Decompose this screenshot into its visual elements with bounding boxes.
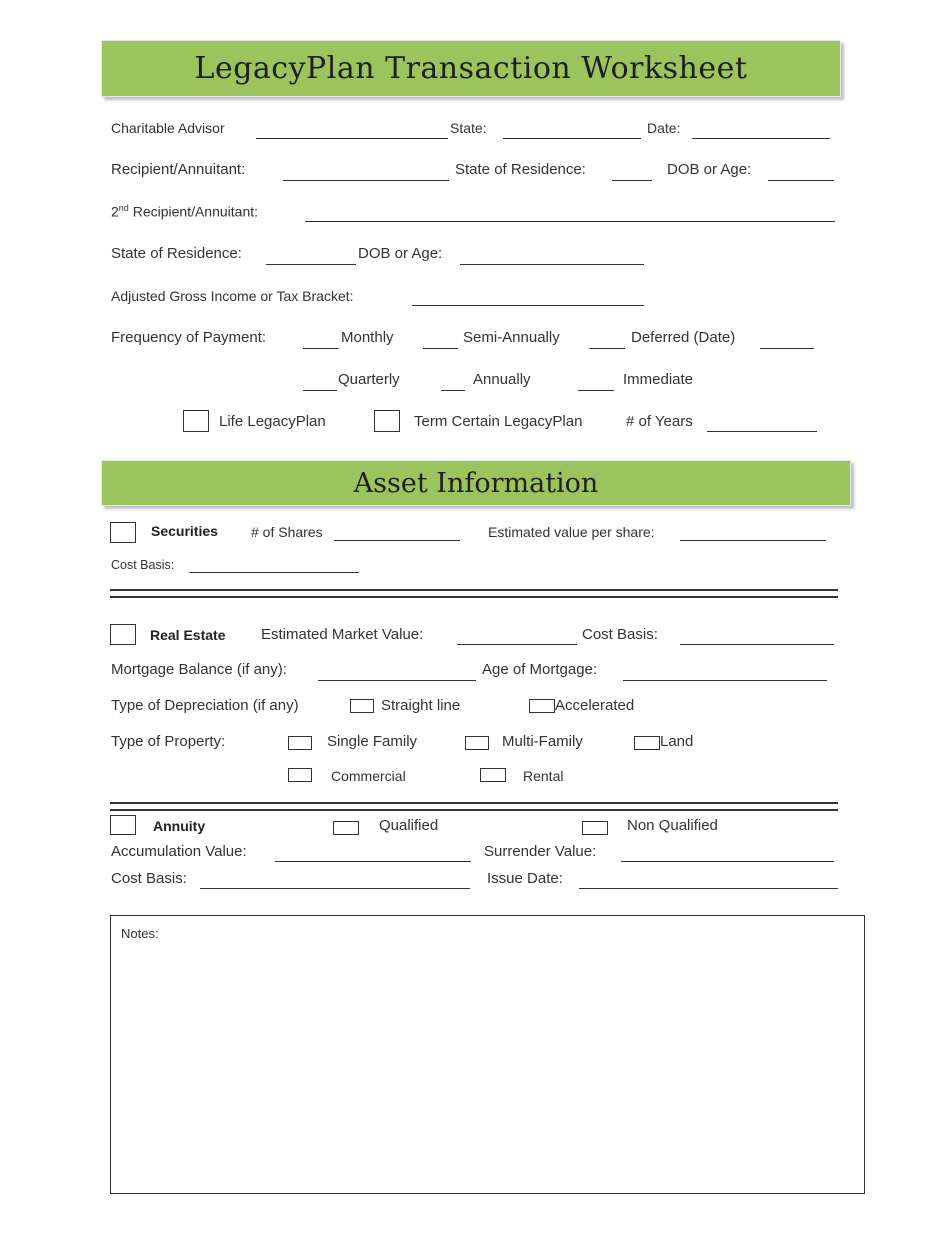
accumulation-value-field[interactable] [275, 861, 471, 862]
deferred-label: Deferred (Date) [631, 329, 736, 346]
depreciation-label: Type of Depreciation (if any) [111, 697, 299, 714]
life-legacyplan-checkbox[interactable] [183, 410, 209, 432]
shares-field[interactable] [334, 540, 460, 541]
est-value-field[interactable] [680, 540, 826, 541]
securities-cost-basis-field[interactable] [189, 572, 359, 573]
annuity-checkbox[interactable] [110, 815, 136, 835]
monthly-blank[interactable] [303, 348, 339, 349]
charitable-advisor-field[interactable] [256, 138, 448, 139]
life-legacyplan-label: Life LegacyPlan [219, 413, 326, 430]
non-qualified-label: Non Qualified [627, 817, 718, 834]
annuity-cost-basis-field[interactable] [200, 888, 470, 889]
straight-line-label: Straight line [381, 697, 461, 714]
age-of-mortgage-field[interactable] [623, 680, 827, 681]
state-of-residence-label: State of Residence: [455, 161, 586, 178]
notes-label: Notes: [121, 926, 159, 941]
state-of-residence-2-label: State of Residence: [111, 245, 242, 262]
multi-family-label: Multi-Family [502, 733, 583, 750]
land-checkbox[interactable] [634, 736, 660, 750]
annuity-cost-basis-label: Cost Basis: [111, 870, 187, 887]
annuity-label: Annuity [153, 818, 206, 834]
rental-label: Rental [523, 768, 564, 784]
multi-family-checkbox[interactable] [465, 736, 489, 750]
annually-label: Annually [473, 371, 531, 388]
re-cost-basis-field[interactable] [680, 644, 834, 645]
semi-annually-blank[interactable] [423, 348, 458, 349]
market-value-field[interactable] [457, 644, 577, 645]
securities-checkbox[interactable] [110, 522, 136, 543]
dob-label: DOB or Age: [667, 161, 752, 178]
deferred-date-field[interactable] [760, 348, 814, 349]
dob-field[interactable] [768, 180, 834, 181]
single-family-checkbox[interactable] [288, 736, 312, 750]
agi-label: Adjusted Gross Income or Tax Bracket: [111, 288, 354, 304]
dob-2-field[interactable] [460, 264, 644, 265]
asset-info-banner [101, 460, 851, 506]
immediate-blank[interactable] [578, 390, 614, 391]
commercial-label: Commercial [331, 768, 406, 784]
issue-date-field[interactable] [579, 888, 838, 889]
age-of-mortgage-label: Age of Mortgage: [482, 661, 598, 678]
state-of-residence-field[interactable] [612, 180, 652, 181]
quarterly-blank[interactable] [303, 390, 337, 391]
securities-label: Securities [151, 523, 218, 539]
real-estate-checkbox[interactable] [110, 624, 136, 645]
market-value-label: Estimated Market Value: [261, 626, 424, 643]
title-banner [101, 40, 841, 97]
dob-2-label: DOB or Age: [358, 245, 443, 262]
notes-box[interactable] [110, 915, 865, 1194]
immediate-label: Immediate [623, 371, 694, 388]
straight-line-checkbox[interactable] [350, 699, 374, 713]
land-label: Land [660, 733, 694, 750]
rental-checkbox[interactable] [480, 768, 506, 782]
single-family-label: Single Family [327, 733, 418, 750]
quarterly-label: Quarterly [338, 371, 400, 388]
section-divider [110, 589, 838, 598]
property-type-label: Type of Property: [111, 733, 226, 750]
date-label: Date: [647, 120, 681, 136]
qualified-label: Qualified [379, 817, 439, 834]
accelerated-checkbox[interactable] [529, 699, 555, 713]
num-years-label: # of Years [626, 413, 693, 430]
state-label: State: [450, 120, 487, 136]
date-field[interactable] [692, 138, 830, 139]
surrender-value-field[interactable] [621, 861, 834, 862]
securities-cost-basis-label: Cost Basis: [111, 558, 175, 572]
term-certain-label: Term Certain LegacyPlan [414, 413, 583, 430]
shares-label: # of Shares [251, 524, 323, 540]
semi-annually-label: Semi-Annually [463, 329, 560, 346]
state-of-residence-2-field[interactable] [266, 264, 356, 265]
accelerated-label: Accelerated [555, 697, 635, 714]
mortgage-balance-label: Mortgage Balance (if any): [111, 661, 287, 678]
re-cost-basis-label: Cost Basis: [582, 626, 658, 643]
second-recipient-label: 2nd Recipient/Annuitant: [111, 203, 259, 220]
deferred-blank[interactable] [589, 348, 625, 349]
term-certain-checkbox[interactable] [374, 410, 400, 432]
page-title: LegacyPlan Transaction Worksheet [194, 51, 748, 86]
commercial-checkbox[interactable] [288, 768, 312, 782]
qualified-checkbox[interactable] [333, 821, 359, 835]
issue-date-label: Issue Date: [487, 870, 563, 887]
recipient-field[interactable] [283, 180, 449, 181]
est-value-label: Estimated value per share: [488, 524, 655, 540]
real-estate-label: Real Estate [150, 627, 226, 643]
agi-field[interactable] [412, 305, 644, 306]
second-recipient-field[interactable] [305, 221, 835, 222]
accumulation-value-label: Accumulation Value: [111, 843, 247, 860]
state-field[interactable] [503, 138, 641, 139]
frequency-label: Frequency of Payment: [111, 329, 267, 346]
surrender-value-label: Surrender Value: [484, 843, 597, 860]
asset-info-heading: Asset Information [353, 467, 599, 499]
annually-blank[interactable] [441, 390, 465, 391]
monthly-label: Monthly [341, 329, 394, 346]
charitable-advisor-label: Charitable Advisor [111, 120, 225, 136]
section-divider [110, 802, 838, 811]
non-qualified-checkbox[interactable] [582, 821, 608, 835]
num-years-field[interactable] [707, 431, 817, 432]
recipient-label: Recipient/Annuitant: [111, 161, 246, 178]
mortgage-balance-field[interactable] [318, 680, 476, 681]
